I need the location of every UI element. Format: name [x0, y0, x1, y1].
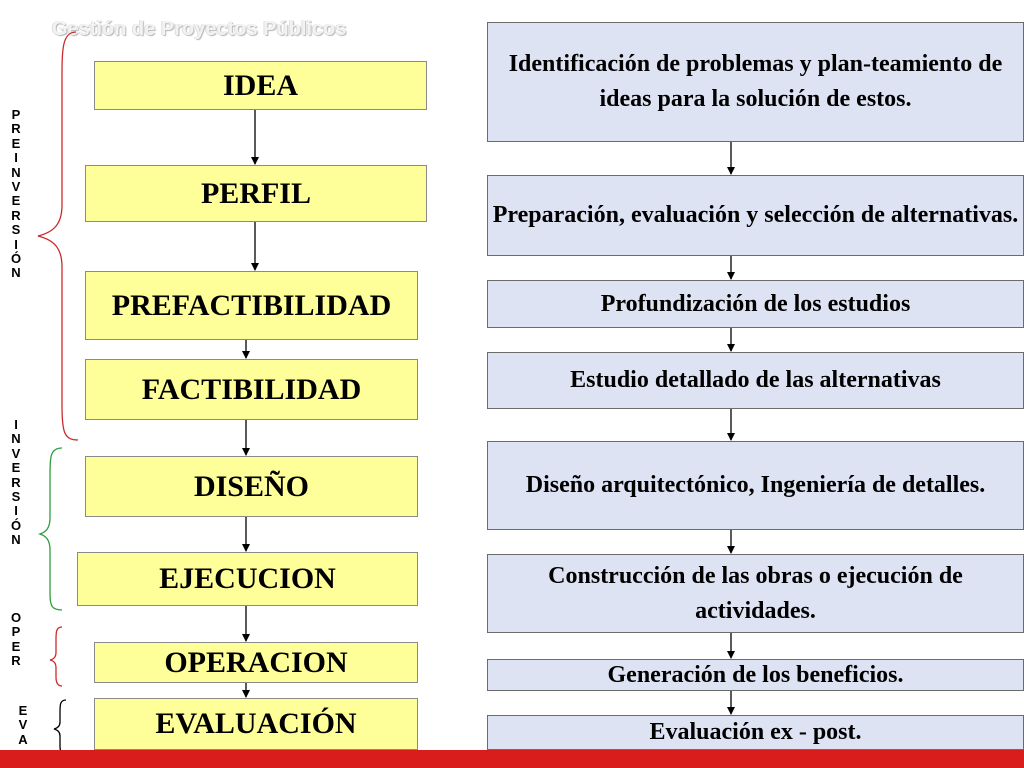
- description-box-operacion: Generación de los beneficios.: [487, 659, 1024, 691]
- description-box-prefactibilidad: Profundización de los estudios: [487, 280, 1024, 328]
- description-box-idea: Identificación de problemas y plan-teamiento de ideas para la solución de estos.: [487, 22, 1024, 142]
- brace-inversion: [40, 448, 62, 610]
- stage-box-idea: IDEA: [94, 61, 427, 110]
- description-box-perfil: Preparación, evaluación y selección de alternativas.: [487, 175, 1024, 256]
- phase-label-inversion: I N V E R S I Ó N: [10, 417, 22, 548]
- brace-operacion: [50, 627, 62, 686]
- stage-box-perfil: PERFIL: [85, 165, 427, 222]
- description-box-evaluacion: Evaluación ex - post.: [487, 715, 1024, 750]
- phase-label-evaluacion: E V A: [18, 703, 28, 747]
- description-box-diseno: Diseño arquitectónico, Ingeniería de detalles.: [487, 441, 1024, 530]
- brace-preinversion: [38, 32, 78, 440]
- description-box-ejecucion: Construcción de las obras o ejecución de actividades.: [487, 554, 1024, 633]
- stage-box-ejecucion: EJECUCION: [77, 552, 418, 606]
- footer-bar: [0, 750, 1024, 768]
- brace-evaluacion: [54, 700, 66, 755]
- page-title: Gestión de Proyectos Públicos: [52, 18, 347, 40]
- stage-box-diseno: DISEÑO: [85, 456, 418, 517]
- stage-box-prefactibilidad: PREFACTIBILIDAD: [85, 271, 418, 340]
- description-box-factibilidad: Estudio detallado de las alternativas: [487, 352, 1024, 409]
- stage-box-evaluacion: EVALUACIÓN: [94, 698, 418, 750]
- phase-label-preinversion: P R E I N V E R S I Ó N: [10, 107, 22, 281]
- phase-label-operacion: O P E R: [10, 610, 22, 669]
- stage-box-factibilidad: FACTIBILIDAD: [85, 359, 418, 420]
- stage-box-operacion: OPERACION: [94, 642, 418, 683]
